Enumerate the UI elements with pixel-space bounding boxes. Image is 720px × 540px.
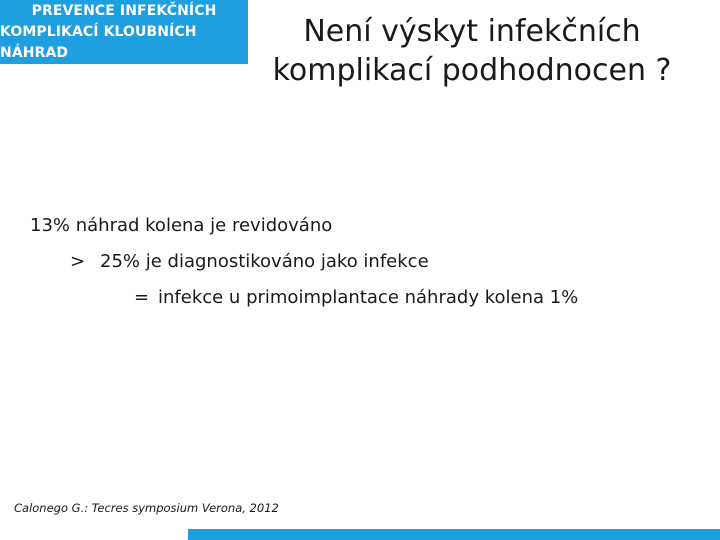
section-header-box <box>0 0 248 64</box>
slide-content <box>30 208 578 316</box>
content-line-1: 13% náhrad kolena je revidováno <box>30 215 333 236</box>
footer-accent-bar <box>188 529 720 540</box>
equals-marker: = <box>134 287 150 308</box>
content-line-2-text: 25% je diagnostikováno jako infekce <box>100 251 429 272</box>
title-line-1: Není výskyt infekčních <box>303 14 641 49</box>
content-line-3 <box>134 280 578 316</box>
citation: Calonego G.: Tecres symposium Verona, 2012 <box>14 501 279 515</box>
content-line-2 <box>70 244 578 280</box>
header-line-1: PREVENCE INFEKČNÍCH <box>31 2 217 19</box>
content-line-3-text: infekce u primoimplantace náhrady kolena 1% <box>158 287 579 308</box>
title-line-2: komplikací podhodnocen ? <box>272 53 672 88</box>
slide-title <box>262 12 682 90</box>
greater-than-marker: > <box>70 251 86 272</box>
header-line-2: KOMPLIKACÍ KLOUBNÍCH NÁHRAD <box>0 23 197 61</box>
